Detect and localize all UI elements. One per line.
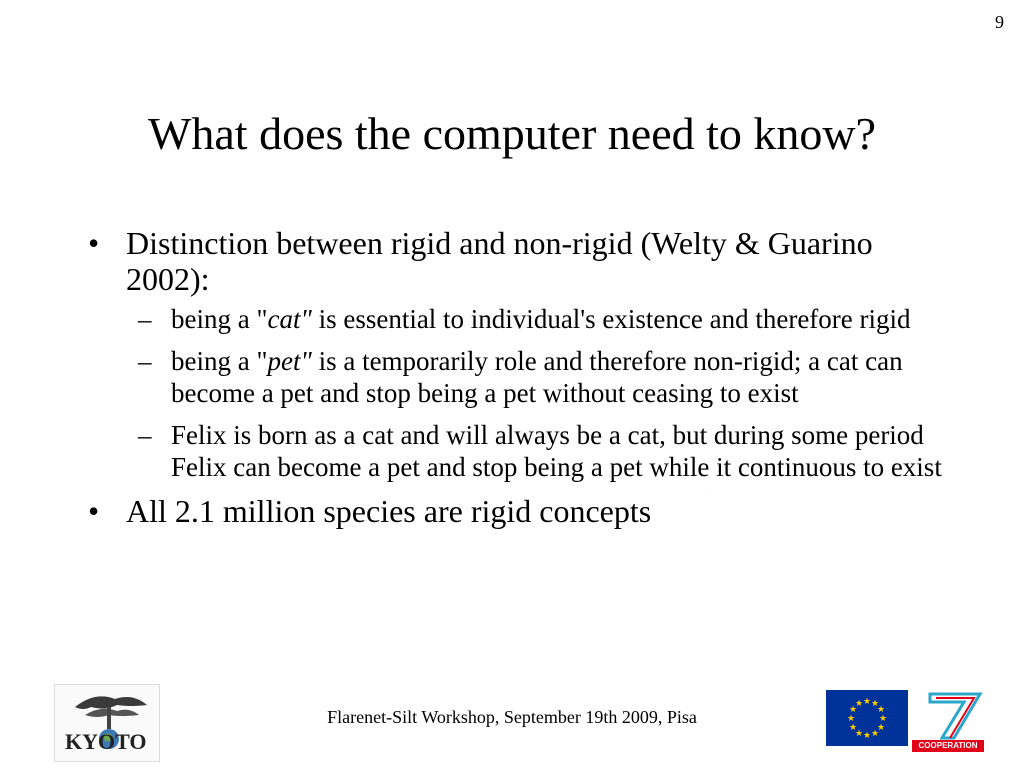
slide-title: What does the computer need to know? — [147, 108, 877, 159]
svg-text:★: ★ — [862, 697, 872, 707]
dash-mark: – — [138, 420, 152, 450]
sub-bullet-emphasis: cat" — [267, 304, 312, 334]
sub-bullet-text: Felix is born as a cat and will always be a cat, but during some period Felix can become a pet and stop being a pet while it continuous to exist — [171, 420, 942, 482]
sub-bullet-item — [88, 345, 948, 409]
svg-text:★: ★ — [876, 723, 886, 733]
kyoto-logo-text: KYOTO — [65, 729, 147, 754]
fp7-cooperation-logo — [710, 490, 990, 752]
svg-text:★: ★ — [848, 723, 858, 733]
dash-mark: – — [138, 346, 152, 376]
slide-number: 9 — [995, 12, 1004, 32]
svg-text:★: ★ — [848, 705, 858, 715]
dash-mark: – — [138, 304, 152, 334]
svg-text:★: ★ — [870, 699, 880, 709]
footer-text: Flarenet-Silt Workshop, September 19th 2009, Pisa — [327, 707, 697, 727]
bullet-mark: • — [88, 493, 100, 529]
sub-bullet-item — [88, 419, 948, 483]
bullet-item — [88, 225, 948, 297]
svg-text:★: ★ — [846, 714, 856, 724]
eu-flag-logo — [826, 690, 908, 746]
sub-bullet-emphasis: pet" — [267, 346, 312, 376]
svg-text:★: ★ — [854, 699, 864, 709]
svg-text:★: ★ — [878, 714, 888, 724]
svg-text:★: ★ — [876, 705, 886, 715]
sub-bullet-text-post: is a temporarily role and therefore non-rigid; a cat can become a pet and stop being a pet without ceasing to exist — [171, 346, 903, 408]
fp7-number: 7 — [710, 490, 711, 491]
svg-text:★: ★ — [862, 731, 872, 741]
bullet-item — [88, 493, 948, 529]
cooperation-label: COOPERATION — [912, 740, 984, 752]
bullet-text: All 2.1 million species are rigid concepts — [126, 493, 652, 529]
sub-bullet-list — [88, 303, 948, 483]
eu-stars-icon — [826, 690, 908, 746]
sub-bullet-text-pre: being a " — [171, 304, 268, 334]
fp7-seven-icon — [710, 490, 990, 740]
sub-bullet-text-post: is essential to individual's existence and therefore rigid — [311, 304, 911, 334]
bullet-mark: • — [88, 225, 100, 261]
svg-text:★: ★ — [870, 729, 880, 739]
sub-bullet-text-pre: being a " — [171, 346, 268, 376]
svg-text:★: ★ — [854, 729, 864, 739]
slide-content — [88, 225, 948, 529]
sub-bullet-item — [88, 303, 948, 335]
bullet-text: Distinction between rigid and non-rigid (Welty & Guarino 2002): — [126, 225, 873, 297]
